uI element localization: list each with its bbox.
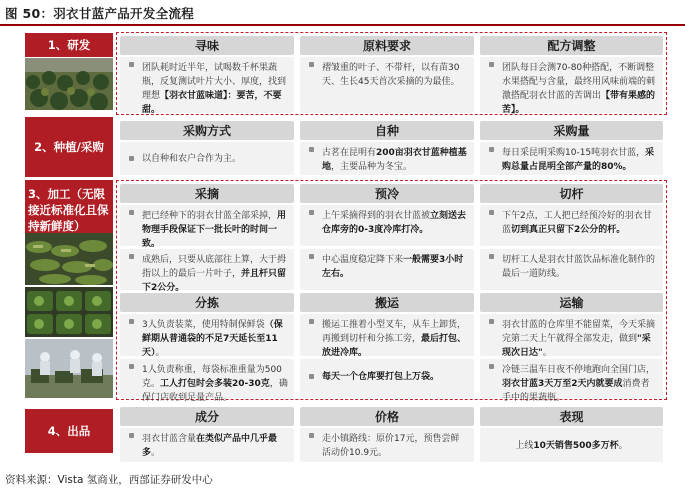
text-sorting-1: 3人负责装菜，使用特制保鲜袋: [142, 320, 265, 330]
header-ingredients: 成分: [120, 407, 294, 426]
box-purchase-method: [120, 142, 294, 175]
bullet-icon: [309, 254, 314, 259]
bullet-icon: [129, 319, 134, 324]
text-sorting-1-tail: 。: [155, 348, 165, 358]
box-transport-2: [480, 359, 663, 403]
text-sorting-2: 1人负责称重，每袋标准重量为500克。: [142, 365, 282, 389]
text-ingredients-tail: 。: [151, 448, 161, 458]
text-precooling-2: 中心温度稳定降下来: [322, 255, 404, 265]
text-sorting-2-tail: ，确保门店收到足量产品。: [142, 379, 288, 403]
text-purchase-volume: 每日采昆明采购10-15吨羽衣甘蓝，: [502, 148, 646, 158]
text-transport-2-bold: 羽衣甘蓝3天万至2天内就要成: [502, 379, 623, 389]
text-performance-bold: 10天销售500多万杯: [533, 441, 619, 451]
box-stem-cutting-2: [480, 249, 663, 290]
header-sorting: 分拣: [120, 293, 294, 312]
text-harvesting-1-bold: 用物理手段保证下一批长叶的时间一致。: [142, 211, 287, 249]
bullet-icon: [489, 147, 494, 152]
header-stem-cutting: 切杆: [480, 184, 663, 203]
header-handling: 搬运: [300, 293, 474, 312]
figure-title: 图 50：羽衣甘蓝产品开发全流程: [5, 6, 195, 21]
header-purchase-volume: 采购量: [480, 121, 663, 140]
bullet-icon: [309, 210, 314, 215]
box-harvesting-2: [120, 249, 294, 293]
box-material-requirements: [300, 57, 474, 113]
text-price: 走小镇路线：原价17元，预售: [322, 434, 442, 444]
text-material-requirements: 褶皱重的叶子、不带杆，以有苗30天、生长45天首次采摘的为最佳。: [322, 63, 460, 87]
text-stem-cutting-1: 下午2点，工人把已经预冷好的羽衣甘蓝: [502, 211, 652, 235]
text-self-planting-tail: ，主要品种为冬宝。: [331, 162, 413, 172]
header-self-planting: 自种: [300, 121, 474, 140]
box-price: [300, 428, 474, 462]
header-taste-seeking: 寻味: [120, 36, 294, 55]
text-stem-cutting-1-bold: 切到真正只留下2公分的杆。: [511, 225, 626, 235]
text-purchase-method: 以自种和农户合作为主。: [142, 154, 242, 164]
text-precooling-1-bold: 立刻送去仓库旁的0-3度冷库打冷。: [322, 211, 467, 235]
box-sorting-2: [120, 359, 294, 403]
text-self-planting: 古茗在昆明有: [322, 148, 377, 158]
bullet-icon: [129, 156, 134, 161]
bullet-icon: [129, 210, 134, 215]
text-recipe-adjustment: 团队每日会测70-80种搭配，不断调整水果搭配与含量，最终用风味前端的刺激搭配羽衣甘蓝的苦调出: [502, 63, 656, 101]
bullet-icon: [129, 364, 134, 369]
text-harvesting-2: 成熟后，只要从底部往上算，大于拇指以上的最后一片叶子，: [142, 255, 287, 279]
text-transport-1-tail: 。: [542, 348, 552, 358]
text-transport-1: 羽衣甘蓝的仓库里不能留菜，今天采摘完第二天上午就得全部发走，做到: [502, 320, 656, 344]
text-performance-tail: 。: [618, 441, 628, 451]
header-harvesting: 采摘: [120, 184, 294, 203]
bullet-icon: [129, 62, 134, 67]
box-precooling-2: [300, 249, 474, 290]
text-purchase-volume-bold: 采购总量占昆明全部产量的80%。: [502, 148, 655, 172]
text-transport-2: 冷链三温车日夜不停地跑向全国门店，: [502, 365, 656, 375]
box-self-planting: [300, 142, 474, 175]
box-ingredients: [120, 428, 294, 462]
box-sorting-1: [120, 314, 294, 356]
bullet-icon: [309, 319, 314, 324]
text-performance: 上线: [515, 441, 534, 451]
box-stem-cutting-1: [480, 205, 663, 246]
stage-processing: 3、加工（无限接近标准化且保持新鲜度）: [25, 180, 113, 233]
box-handling-2: [300, 359, 474, 398]
text-ingredients-bold: 在类似产品中几乎最多: [142, 434, 278, 458]
text-taste-seeking: 团队耗时近半年，试喝数千杯果蔬瓶，反复测试叶片大小、厚度，找到理想: [142, 63, 287, 101]
header-purchase-method: 采购方式: [120, 121, 294, 140]
text-recipe-adjustment-bold: 【带有果感的苦】。: [502, 91, 656, 115]
header-precooling: 预冷: [300, 184, 474, 203]
text-precooling-1: 上午采摘得到的羽衣甘蓝被: [322, 211, 431, 221]
text-stem-cutting-2: 切杆工人是羽衣甘蓝饮品标准化制作的最后一道防线。: [502, 255, 656, 279]
text-sorting-2-bold: 工人打包时会多装20-30克: [160, 379, 270, 389]
bullet-icon: [309, 374, 314, 379]
kale-crates-photo: [25, 287, 113, 337]
text-precooling-2-bold: 一般需要3小时左右。: [322, 255, 464, 279]
title-rule: [0, 24, 685, 26]
header-performance: 表现: [480, 407, 663, 426]
text-self-planting-bold: 200亩羽衣甘蓝种植基地: [322, 148, 467, 172]
bullet-icon: [489, 364, 494, 369]
header-recipe-adjustment: 配方调整: [480, 36, 663, 55]
text-price-2: 尝鲜活动价10.9元。: [322, 434, 460, 458]
text-transport-1-bold: "采现次日达": [502, 334, 651, 358]
warehouse-workers-photo: [25, 339, 113, 398]
kale-bundles-photo: [25, 233, 113, 285]
bullet-icon: [489, 319, 494, 324]
bullet-icon: [489, 62, 494, 67]
bullet-icon: [309, 147, 314, 152]
box-precooling-1: [300, 205, 474, 246]
text-taste-seeking-bold: 【羽衣甘蓝味道】：要苦，不要甜。: [142, 91, 282, 115]
text-harvesting-1: 把已经种下的羽衣甘蓝全部采掉，: [142, 211, 278, 221]
box-purchase-volume: [480, 142, 663, 175]
box-handling-1: [300, 314, 474, 356]
source-note: 资料来源：Vista 氢商业，西部证券研发中心: [5, 474, 213, 486]
bullet-icon: [129, 433, 134, 438]
bullet-icon: [309, 433, 314, 438]
bullet-icon: [309, 62, 314, 67]
text-handling-1: 搬运工推着小型叉车，从车上卸货，再搬到切杆和分拣工旁，: [322, 320, 467, 344]
text-ingredients: 羽衣甘蓝含量: [142, 434, 197, 444]
header-price: 价格: [300, 407, 474, 426]
bullet-icon: [489, 254, 494, 259]
box-taste-seeking: [120, 57, 294, 113]
text-sorting-1-bold: （保鲜期从普通袋的不足7天延长至11天）: [142, 320, 283, 358]
header-material-requirements: 原料要求: [300, 36, 474, 55]
text-harvesting-2-bold: 并且杆只留下2公分。: [142, 269, 287, 293]
box-harvesting-1: [120, 205, 294, 249]
box-transport-1: [480, 314, 663, 356]
stage-launch: 4、出品: [25, 409, 113, 453]
box-performance: [480, 428, 663, 462]
bullet-icon: [129, 254, 134, 259]
header-transport: 运输: [480, 293, 663, 312]
text-handling-2-bold: 每天一个仓库要打包上万袋。: [322, 372, 440, 382]
text-transport-2-tail: 消费者手中的果蔬瓶。: [502, 379, 650, 403]
box-recipe-adjustment: [480, 57, 663, 113]
text-handling-1-bold: 最后打包、放进冷库。: [322, 334, 467, 358]
kale-field-photo: [25, 58, 113, 110]
stage-planting-purchasing: 2、种植/采购: [25, 117, 113, 177]
stage-research: 1、研发: [25, 33, 113, 57]
bullet-icon: [489, 210, 494, 215]
